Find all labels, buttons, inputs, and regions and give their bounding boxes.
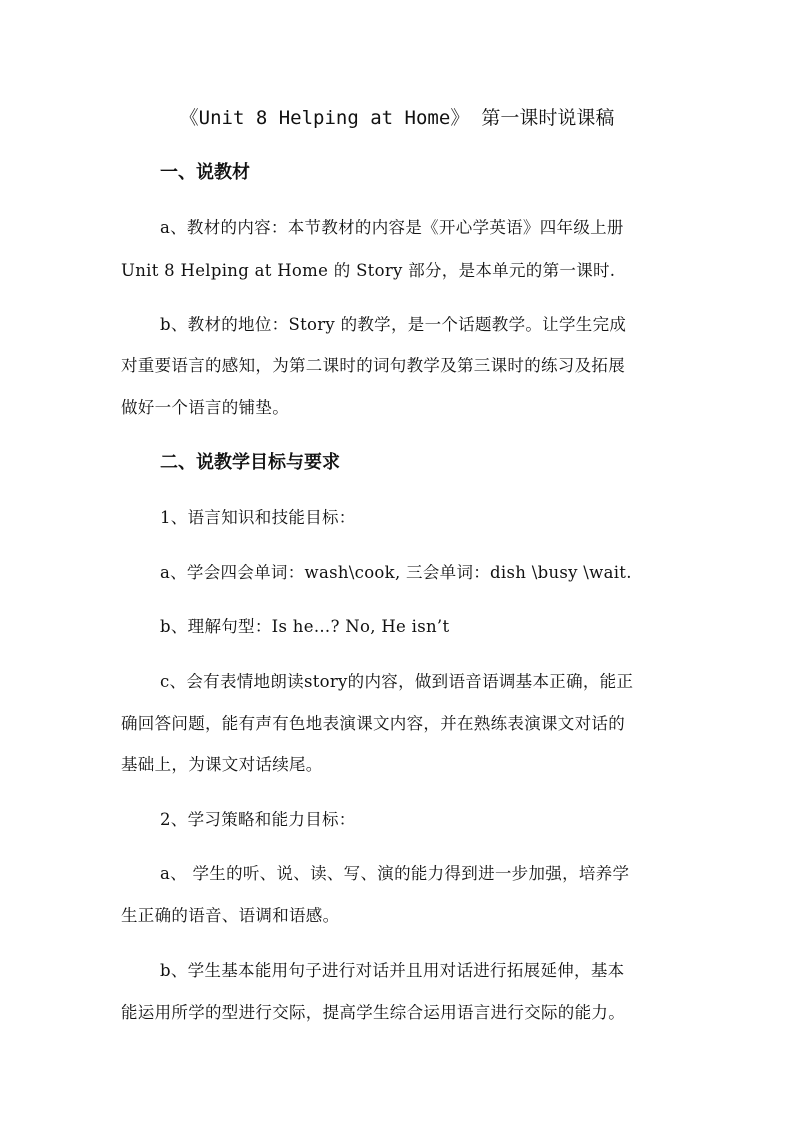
paragraph-line: Unit 8 Helping at Home 的 Story 部分，是本单元的第一课时.: [121, 261, 616, 280]
page-title: [0, 105, 794, 131]
paragraph-line: b、教材的地位：Story 的教学，是一个话题教学。让学生完成: [160, 315, 627, 334]
paragraph-line: 基础上，为课文对话续尾。: [121, 755, 323, 774]
paragraph-line: 做好一个语言的铺垫。: [121, 398, 289, 417]
paragraph-line: a、教材的内容：本节教材的内容是《开心学英语》四年级上册: [160, 218, 624, 237]
title-chinese: 第一课时说课稿: [481, 107, 615, 129]
paragraph-line: 1、语言知识和技能目标：: [160, 508, 356, 527]
paragraph-line: a、学会四会单词：wash\cook, 三会单词：dish \busy \wait.: [160, 563, 632, 582]
paragraph-line: b、学生基本能用句子进行对话并且用对话进行拓展延伸，基本: [160, 961, 625, 980]
paragraph-line: 生正确的语音、语调和语感。: [121, 906, 340, 925]
paragraph-line: 对重要语言的感知，为第二课时的词句教学及第三课时的练习及拓展: [121, 356, 625, 375]
paragraph-line: c、会有表情地朗读story的内容，做到语音语调基本正确，能正: [160, 672, 634, 691]
paragraph-line: 2、学习策略和能力目标：: [160, 810, 356, 829]
section-heading-objectives: 二、说教学目标与要求: [160, 452, 340, 473]
paragraph-line: a、 学生的听、说、读、写、演的能力得到进一步加强，培养学: [160, 864, 630, 883]
paragraph-line: 确回答问题，能有声有色地表演课文内容，并在熟练表演课文对话的: [121, 714, 625, 733]
title-english: 《Unit 8 Helping at Home》: [179, 107, 470, 129]
paragraph-line: 能运用所学的型进行交际，提高学生综合运用语言进行交际的能力。: [121, 1003, 625, 1022]
section-heading-textbook: 一、说教材: [160, 162, 250, 183]
paragraph-line: b、理解句型：Is he…? No, He isn’t: [160, 617, 450, 636]
